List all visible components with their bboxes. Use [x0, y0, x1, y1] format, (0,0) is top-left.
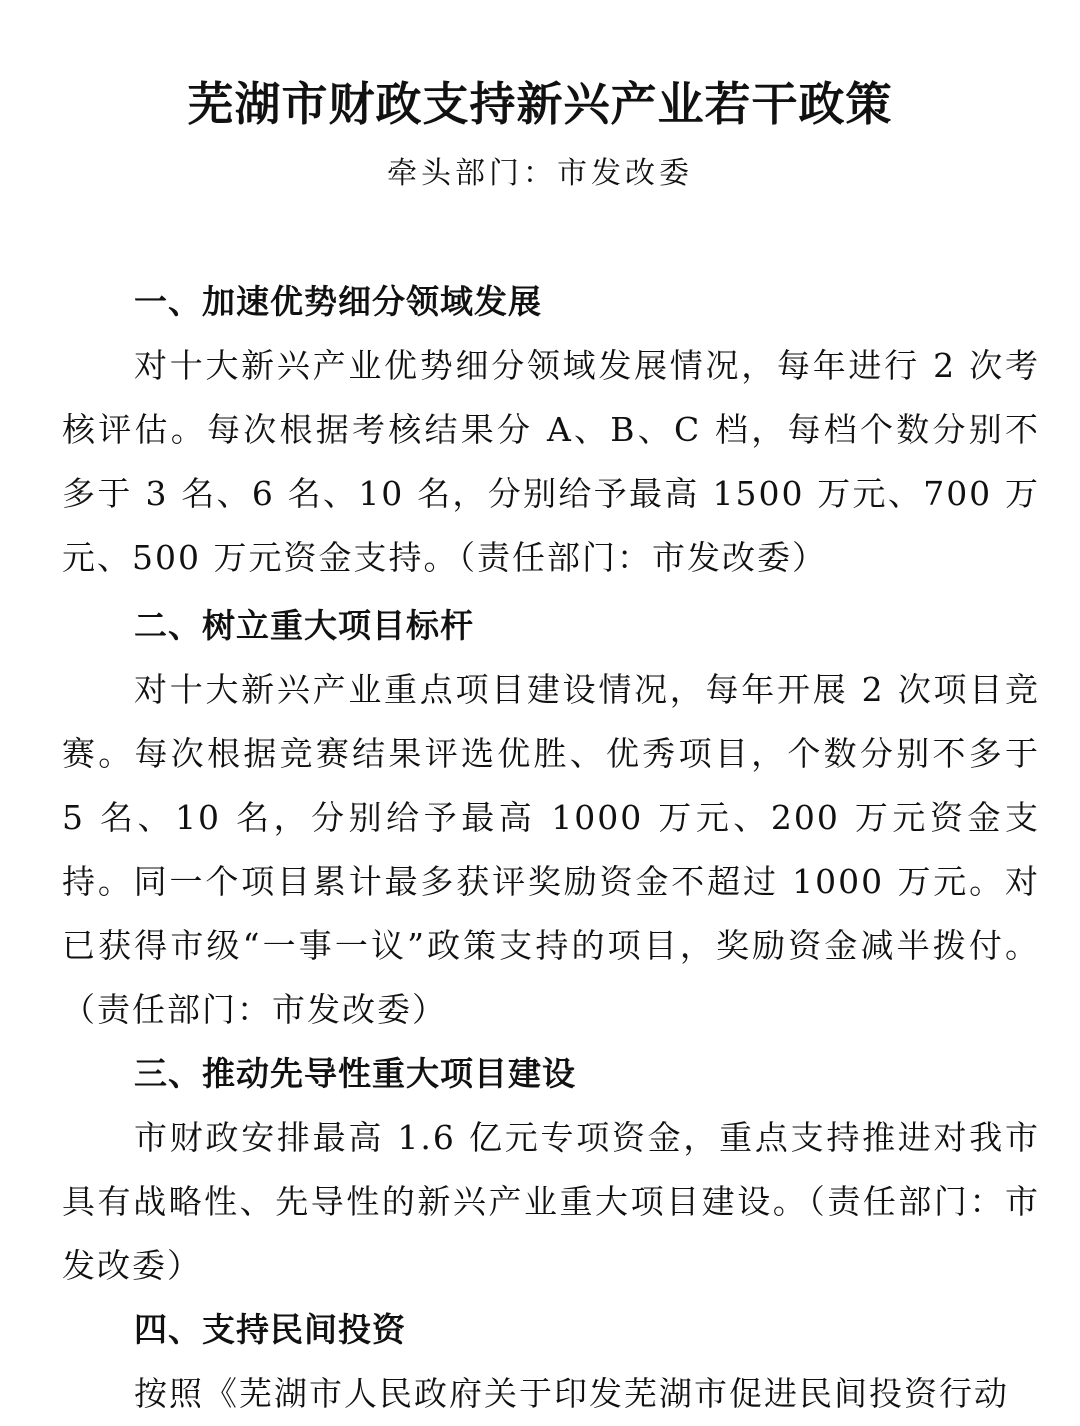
- policy-section-2: [62, 594, 1040, 1042]
- policy-section-1: [62, 270, 1040, 590]
- section-body: 对十大新兴产业优势细分领域发展情况，每年进行 2 次考核评估。每次根据考核结果分 A、B、C 档，每档个数分别不多于 3 名、6 名、10 名，分别给予最高 1500 万元、700 万元、500 万元资金支持。（责任部门：市发改委）: [62, 346, 1040, 577]
- policy-section-3: [62, 1042, 1040, 1298]
- policy-section-4: [62, 1298, 1040, 1426]
- section-heading: 一、加速优势细分领域发展: [134, 282, 542, 321]
- section-body: 按照《芜湖市人民政府关于印发芜湖市促进民间投资行动: [134, 1374, 1009, 1413]
- document-title: 芜湖市财政支持新兴产业若干政策: [187, 77, 893, 131]
- section-body: 对十大新兴产业重点项目建设情况，每年开展 2 次项目竞赛。每次根据竞赛结果评选优胜、优秀项目，个数分别不多于 5 名、10 名，分别给予最高 1000 万元、200 万元资金支持。同一个项目累计最多获评奖励资金不超过 1000 万元。对已获得市级“一事一议”政策支持的项目，奖励资金减半拨付。（责任部门：市发改委）: [62, 670, 1040, 1029]
- section-heading: 四、支持民间投资: [134, 1310, 406, 1349]
- lead-department: 牵头部门：市发改委: [387, 156, 693, 191]
- section-heading: 三、推动先导性重大项目建设: [134, 1054, 576, 1093]
- section-heading: 二、树立重大项目标杆: [134, 606, 474, 645]
- section-body: 市财政安排最高 1.6 亿元专项资金，重点支持推进对我市具有战略性、先导性的新兴产业重大项目建设。（责任部门：市发改委）: [62, 1118, 1040, 1285]
